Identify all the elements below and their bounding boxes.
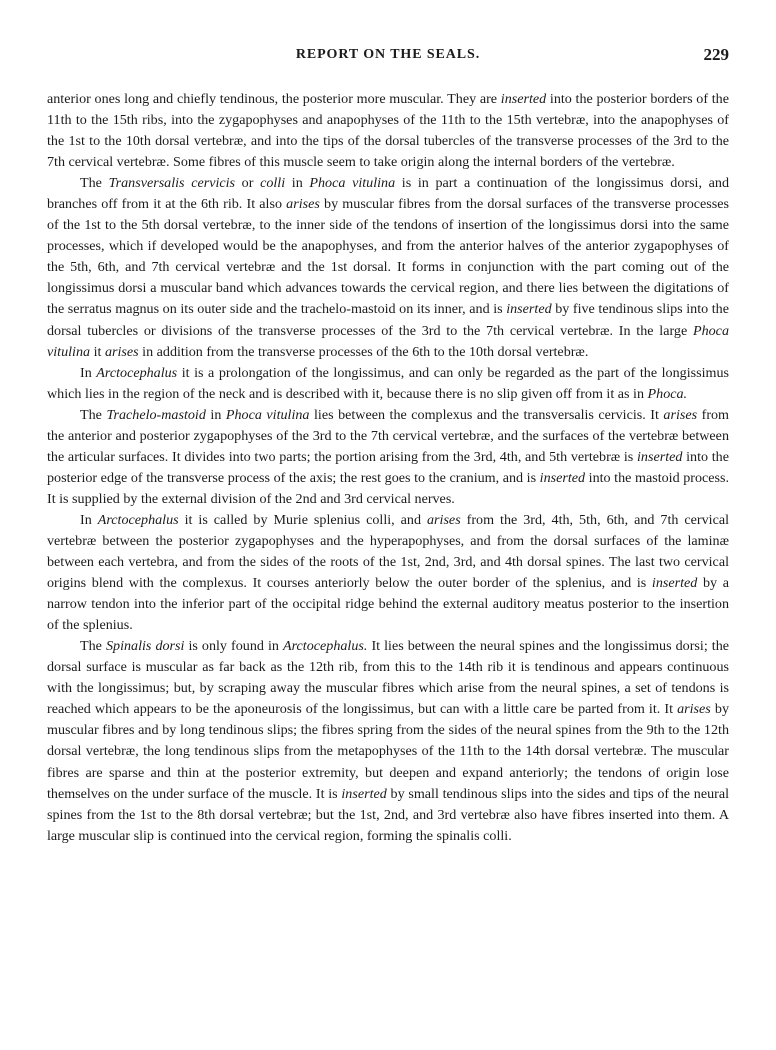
text-run: by a narrow tendon into the inferior part of the occipital ridge behind the external auditory meatus posterior to the insertion of the splenius. [47,575,729,634]
text-run: The [80,638,106,655]
paragraph-spinalis-dorsi [47,636,729,846]
italic-term: Transversalis cervicis [108,175,236,192]
text-run: into the posterior borders of the 11th to the 15th ribs, into the zygapophyses and anapophyses of the 11th to the 15th vertebræ, into the anapophyses of the 1st to the 10th dorsal vertebræ, and into the tips of the dorsal tubercles of the transverse processes of the 3rd to the 7th cervical vertebræ. Some fibres of this muscle seem to take origin along the internal borders of the vertebræ. [47,91,729,171]
italic-term: arises [427,511,461,528]
page-number: 229 [703,45,729,64]
italic-term: Arctocephalus [97,511,179,528]
text-run: in [285,175,310,192]
text-run: it [90,343,105,360]
italic-term: Phoca vitulina [225,406,310,423]
text-run: It lies between the neural spines and the longissimus dorsi; the dorsal surface is muscular as far back as the 12th rib, from this to the 14th rib it is tendinous and appears continuous with the longissimus; but, by scraping away the muscular fibres which arise from the neural spines, a set of tendons is reached which appears to be the aponeurosis of the longissimus, but can with a little care be parted from it. It [47,638,730,718]
paragraph-continuation [47,89,729,173]
text-run: from the anterior and posterior zygapophyses of the 3rd to the 7th cervical vertebræ, and the surfaces of the vertebræ between the articular surfaces. It divides into two parts; the portion arising from the 3rd, 4th, and 5th vertebræ is [47,406,730,465]
running-header [47,47,729,67]
italic-term: Arctocephalus [96,364,178,381]
italic-term: inserted [637,448,683,465]
text-run: by five tendinous slips into the dorsal tubercles or divisions of the transverse processes of the 3rd to the 7th cervical vertebræ. In the large [47,301,729,339]
text-run: by small tendinous slips into the sides and tips of the neural spines from the 1st to the 8th dorsal vertebræ; but the 1st, 2nd, and 3rd vertebræ also have fibres inserted into them. A large muscular slip is continued into the cervical region, forming the spinalis colli. [47,785,730,844]
text-run: is only found in [184,638,283,655]
running-title: REPORT ON THE SEALS. [295,47,481,62]
text-run: by muscular fibres from the dorsal surfaces of the transverse processes of the 1st to the 5th dorsal vertebræ, to the inner side of the tendons of insertion of the longissimus dorsi into the same processes, which if developed would be the anapophyses, and from the anterior halves of the anterior zygapophyses of the 5th, 6th, and 7th cervical vertebræ and the 1st dorsal. It forms in conjunction with the part coming out of the longissimus dorsi a muscular band which advances towards the cervical region, and there lies between the digitations of the serratus magnus on its outer side and the trachelo-mastoid on its inner, and is [47,196,729,318]
italic-term: Trachelo-mastoid [106,406,206,423]
text-run: into the mastoid process. It is supplied by the external division of the 2nd and 3rd cervical nerves. [47,469,729,507]
italic-term: Spinalis dorsi [105,638,185,655]
italic-term: arises [663,406,698,423]
text-run: or [235,175,261,192]
text-run: In [80,364,97,381]
text-run: by muscular fibres and by long tendinous slips; the fibres spring from the sides of the neural spines from the 9th to the 12th dorsal vertebræ, the long tendinous slips from the metapophyses of the 11th to the 14th dorsal vertebræ. The muscular fibres are sparse and thin at the posterior extremity, but deepen and expand anteriorly; the tendons of origin lose themselves on the under surface of the muscle. It is [47,701,729,802]
paragraph-trachelo-mastoid [47,405,729,510]
italic-term: arises [104,343,139,360]
text-run: anterior ones long and chiefly tendinous, the posterior more muscular. They are [47,91,501,107]
text-run: The [80,175,109,192]
text-run: In [80,511,98,528]
text-run: into the posterior edge of the transverse process of the axis; the rest goes to the cranium, and is [47,448,729,486]
text-run: it is called by Murie splenius colli, and [178,511,427,528]
italic-term: Arctocephalus. [282,638,368,655]
italic-term: colli [260,175,286,192]
italic-term: inserted [506,301,552,318]
body-text [47,89,729,847]
text-run: from the 3rd, 4th, 5th, 6th, and 7th cervical vertebræ between the posterior zygapophyses and the hyperapophyses, and from the dorsal surfaces of the laminæ between each vertebra, and from the sides of the roots of the 1st, 2nd, 3rd, and 4th dorsal spines. The last two cervical origins blend with the complexus. It courses anteriorly below the outer border of the splenius, and is [47,511,730,592]
italic-term: Phoca vitulina [309,175,396,192]
italic-term: inserted [651,575,698,592]
text-run: it is a prolongation of the longissimus, and can only be regarded as the part of the longissimus which lies in the region of the neck and is described with it, because there is no slip given off from it as in [47,364,729,402]
text-run: is in part a continuation of the longissimus dorsi, and branches off from it at the 6th rib. It also [47,175,729,213]
text-run: in addition from the transverse processes of the 6th to the 10th dorsal vertebræ. [138,343,589,360]
italic-term: Phoca vitulina [47,322,729,360]
paragraph-transversalis-cervicis [47,173,729,362]
italic-term: inserted [500,91,547,107]
paragraph-arctocephalus-transversalis [47,363,729,405]
text-run: in [205,406,226,423]
italic-term: inserted [341,785,387,802]
italic-term: arises [677,701,711,718]
paragraph-arctocephalus-splenius-colli [47,510,729,636]
text-run: The [80,406,107,423]
italic-term: arises [286,196,320,213]
italic-term: inserted [539,469,586,486]
italic-term: Phoca. [647,385,688,402]
text-run: lies between the complexus and the transversalis cervicis. It [309,406,664,423]
